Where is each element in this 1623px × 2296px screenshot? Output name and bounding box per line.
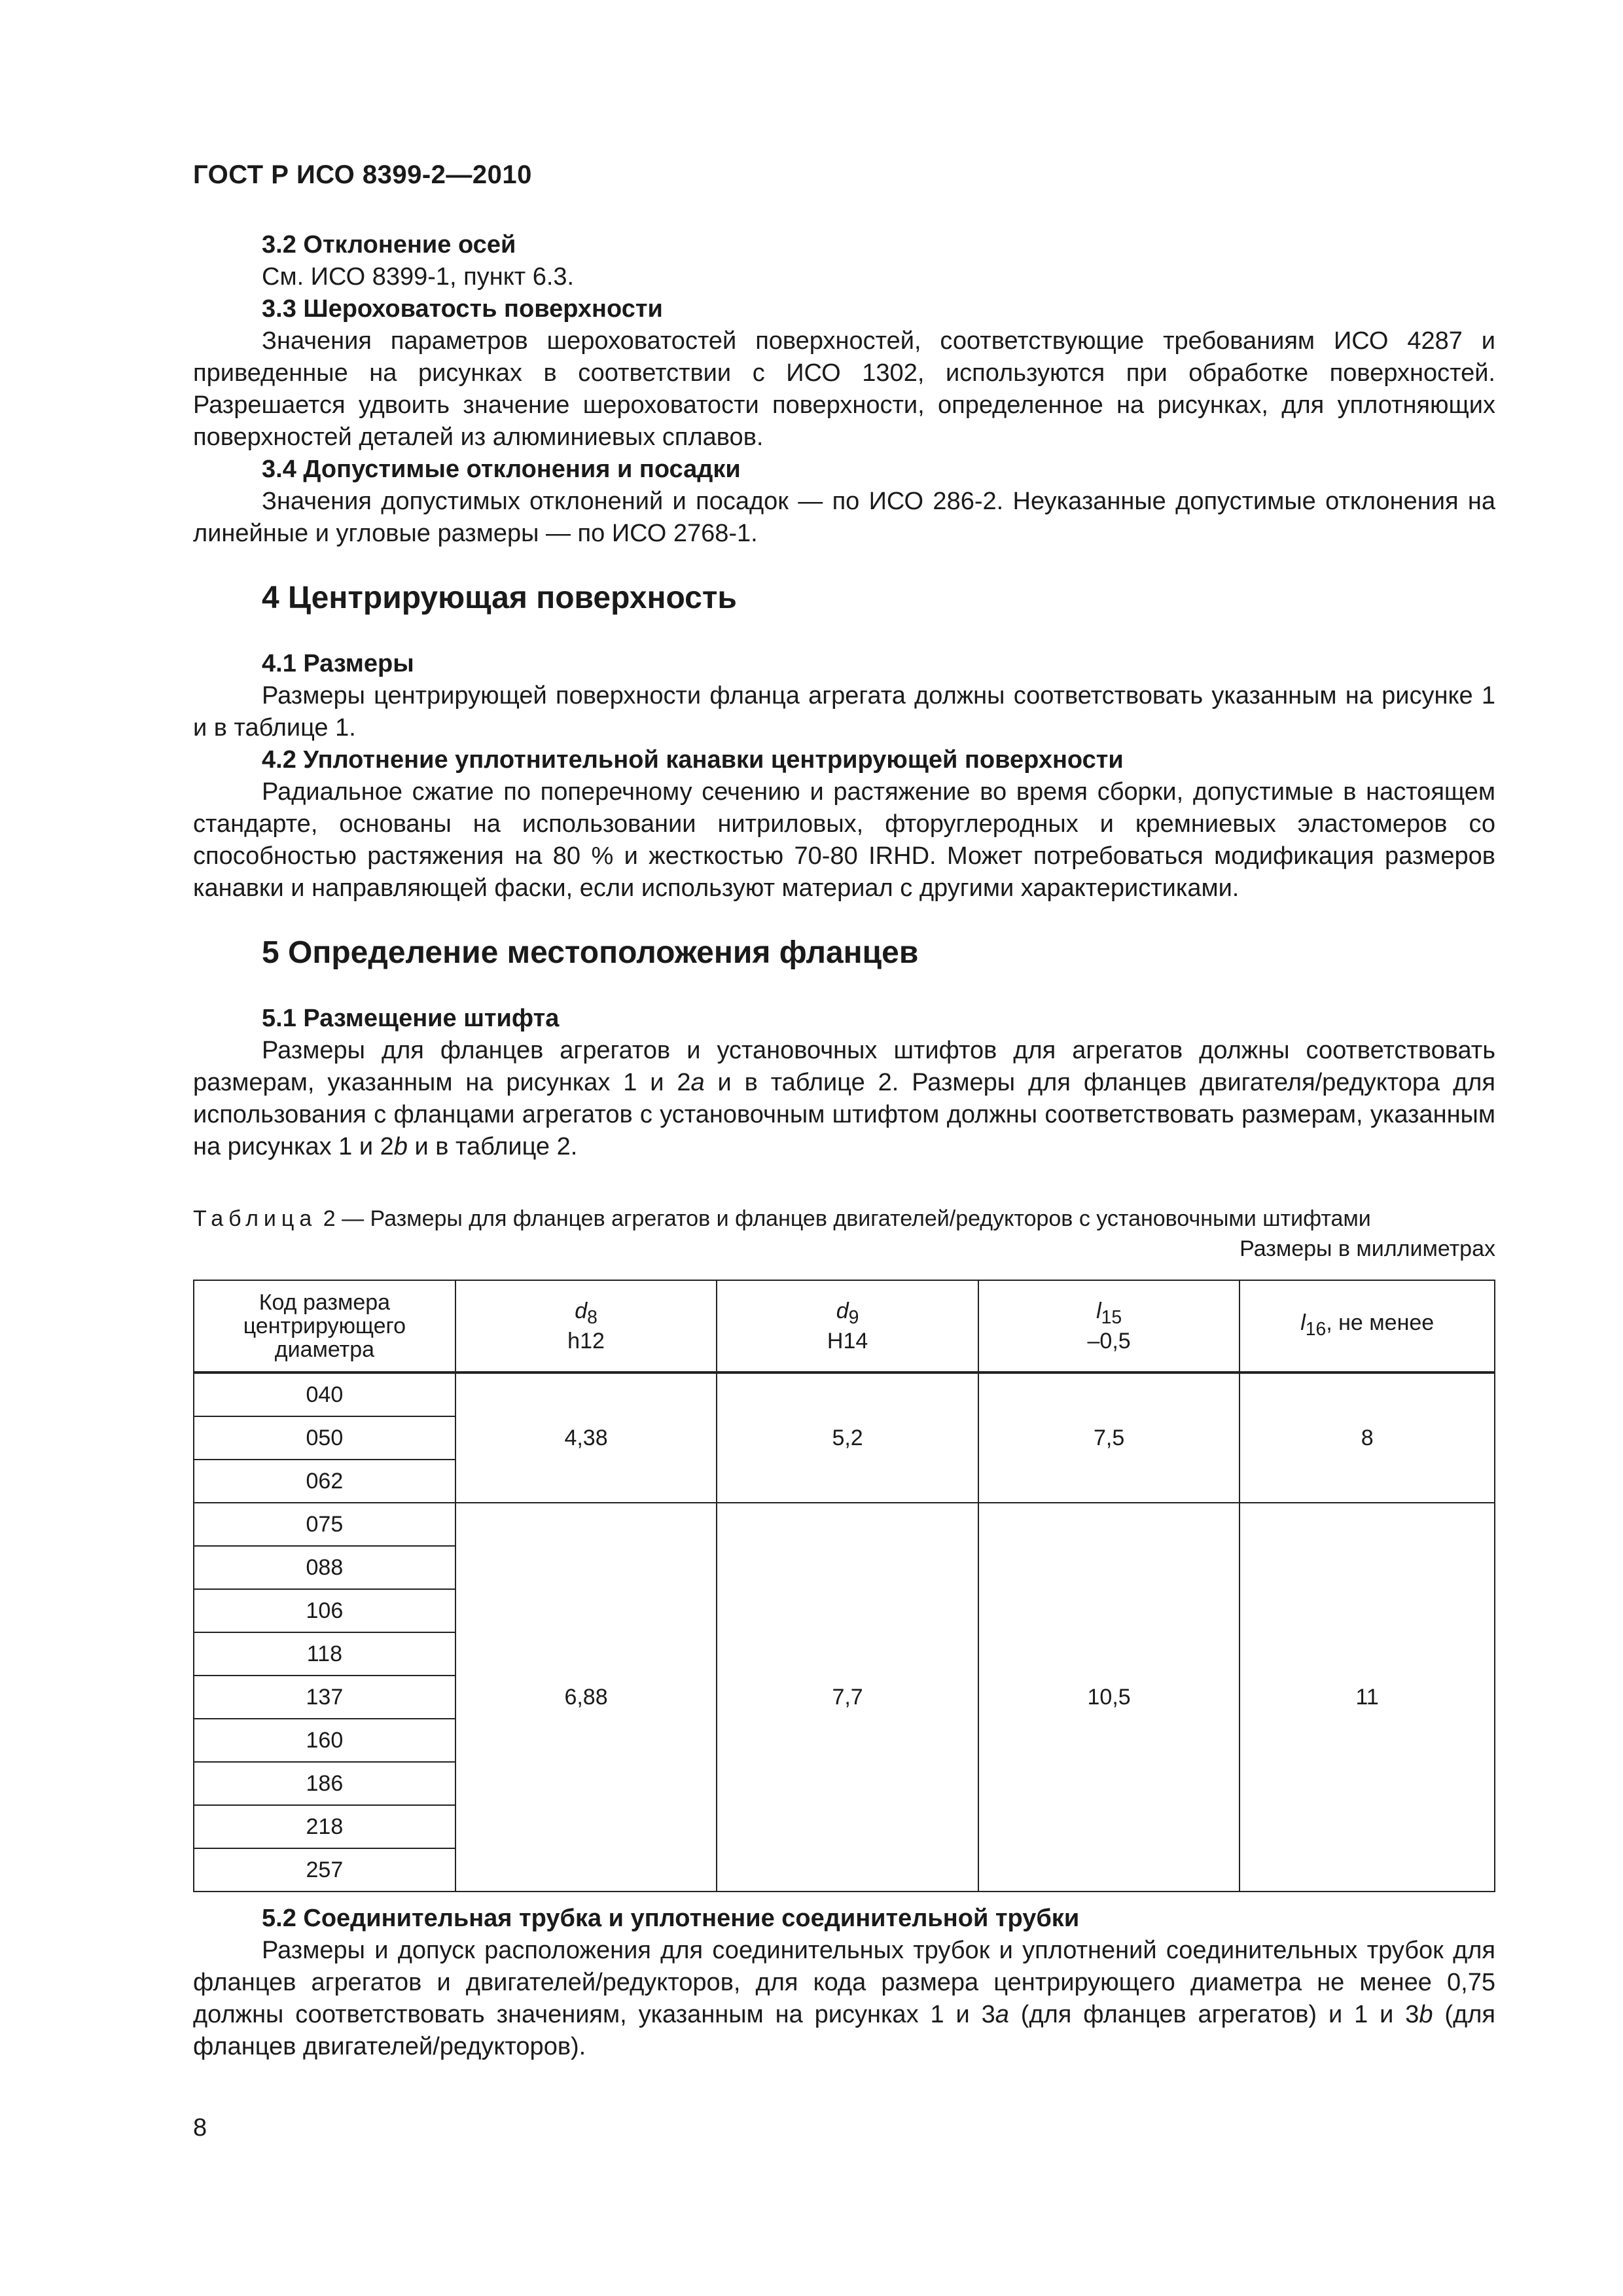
table-label: Таблица [193,1206,317,1231]
figure-ref-2b: b [393,1133,408,1160]
section-4-2-title: 4.2 Уплотнение уплотнительной канавки центрирующей поверхности [262,746,1124,774]
code-cell: 062 [194,1460,455,1503]
d9-cell: 5,2 [717,1372,978,1503]
d8-cell: 4,38 [455,1372,717,1503]
figure-ref-3b: b [1419,2001,1433,2028]
header-l15: $l_{15}$ –0,5 [978,1280,1240,1372]
section-5-1-title: 5.1 Размещение штифта [262,1005,560,1032]
section-5-heading: 5 Определение местоположения фланцев [262,935,919,970]
code-cell: 118 [194,1632,455,1676]
header-d9: $d_9$ H14 [717,1280,978,1372]
section-5-1-text: Размеры для фланцев агрегатов и установочных штифтов для агрегатов должны соответствовать размерам, указанным на рисунках 1 и 2a и в таблице 2. Размеры для фланцев двигателя/редуктора для использования с фланцами агрегатов с установочным штифтом должны соответствовать размерам, указанным на рисунках 1 и 2b и в таблице 2. [193,1037,1495,1160]
section-5-2-title: 5.2 Соединительная трубка и уплотнение соединительной трубки [262,1905,1080,1932]
figure-ref-2a: a [690,1069,705,1096]
section-4-2-text: Радиальное сжатие по поперечному сечению и растяжение во время сборки, допустимые в настоящем стандарте, основаны на использовании нитриловых, фторуглеродных и кремниевых эластомеров со способностью растяжения на 80 % и жесткостью 70-80 IRHD. Может потребоваться модификация размеров канавки и направляющей фаски, если используют материал с другими характеристиками. [193,778,1495,902]
table-2-units: Размеры в миллиметрах [1240,1236,1495,1261]
page-content [193,229,1495,2063]
section-4-heading: 4 Центрирующая поверхность [262,581,737,615]
code-cell: 186 [194,1762,455,1805]
table-2 [193,1280,1495,1892]
page-number: 8 [193,2114,207,2142]
code-cell: 088 [194,1546,455,1589]
code-cell: 137 [194,1676,455,1719]
d9-cell: 7,7 [717,1503,978,1892]
table-header-row [194,1280,1495,1372]
header-code: Код размера центрирующего диаметра [194,1280,455,1372]
section-3-2-text: См. ИСО 8399-1, пункт 6.3. [262,263,575,291]
section-4-1-title: 4.1 Размеры [262,650,414,677]
code-cell: 050 [194,1416,455,1460]
code-cell: 160 [194,1719,455,1762]
section-5-2-text: Размеры и допуск расположения для соединительных трубок и уплотнений соединительных трубок для фланцев агрегатов и двигателей/редукторов, для кода размера центрирующего диаметра не менее 0,75 должны соответствовать значениям, указанным на рисунках 1 и 3a (для фланцев агрегатов) и 1 и 3b (для фланцев двигателей/редукторов). [193,1937,1495,2060]
table-2-caption: Таблица 2 — Размеры для фланцев агрегатов и фланцев двигателей/редукторов с установочными штифтами [193,1206,1371,1231]
section-4-1-text: Размеры центрирующей поверхности фланца агрегата должны соответствовать указанным на рисунке 1 и в таблице 1. [193,682,1495,742]
l16-cell: 11 [1240,1503,1495,1892]
section-3-4-text: Значения допустимых отклонений и посадок — по ИСО 286-2. Неуказанные допустимые отклонения на линейные и угловые размеры — по ИСО 2768-1. [193,488,1495,547]
code-cell: 218 [194,1805,455,1848]
figure-ref-3a: a [995,2001,1009,2028]
section-3-4-title: 3.4 Допустимые отклонения и посадки [262,456,741,483]
header-l16: $l_{16}$, не менее [1240,1280,1495,1372]
section-3-2-title: 3.2 Отклонение осей [262,231,516,259]
section-3-3-title: 3.3 Шероховатость поверхности [262,295,663,323]
code-cell: 075 [194,1503,455,1546]
d8-cell: 6,88 [455,1503,717,1892]
table-row [194,1503,1495,1546]
document-header: ГОСТ Р ИСО 8399-2—2010 [193,160,532,189]
l15-cell: 7,5 [978,1372,1240,1503]
header-d8: $d_8$ h12 [455,1280,717,1372]
code-cell: 106 [194,1589,455,1632]
section-3-3-text: Значения параметров шероховатостей поверхностей, соответствующие требованиям ИСО 4287 и приведенные на рисунках в соответствии с ИСО 1302, используются при обработке поверхностей. Разрешается удвоить значение шероховатости поверхности, определенное на рисунках, для уплотняющих поверхностей деталей из алюминиевых сплавов. [193,327,1495,451]
table-row [194,1372,1495,1416]
l15-cell: 10,5 [978,1503,1240,1892]
code-cell: 040 [194,1372,455,1416]
l16-cell: 8 [1240,1372,1495,1503]
code-cell: 257 [194,1848,455,1892]
